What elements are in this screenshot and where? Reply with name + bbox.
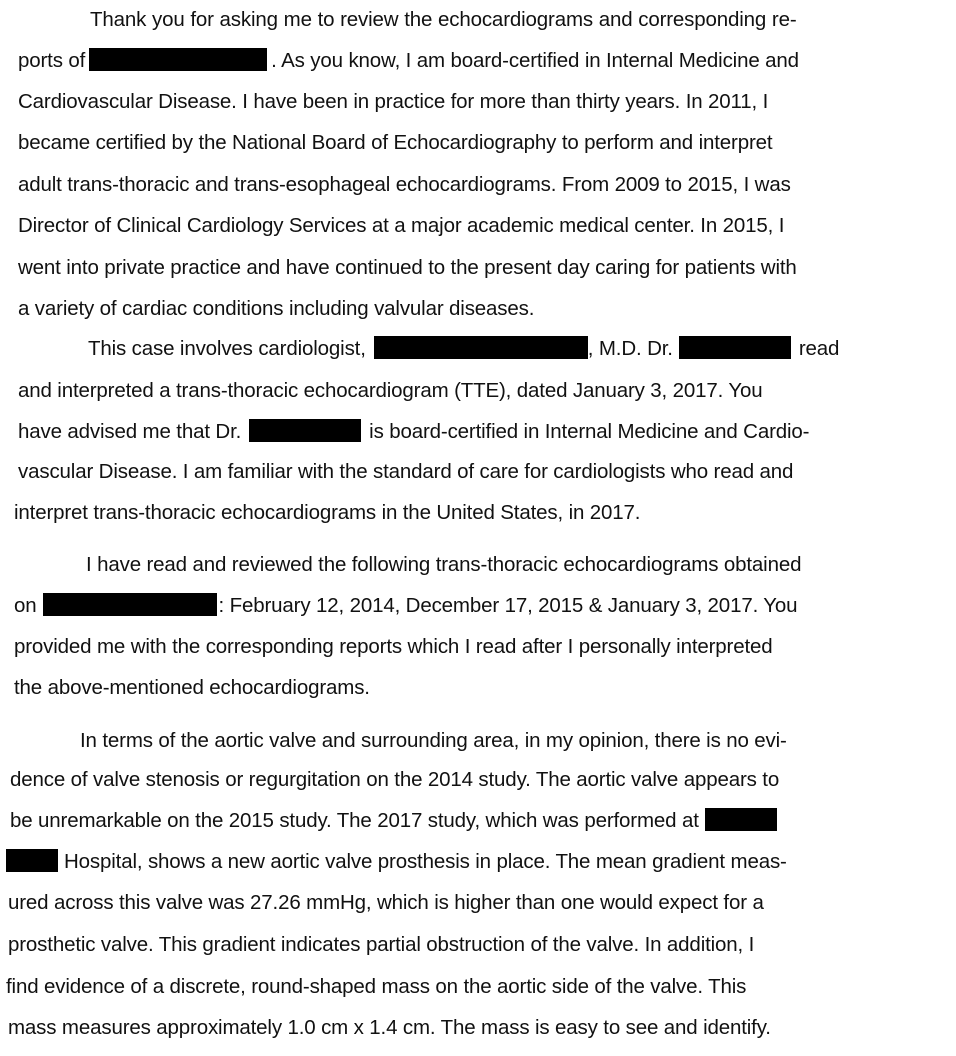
redaction-bar bbox=[43, 593, 217, 616]
text-line bbox=[6, 972, 746, 1002]
line-text: on bbox=[14, 594, 37, 617]
text-line bbox=[18, 376, 763, 406]
line-text: . As you know, I am board-certified in Internal Medicine and bbox=[271, 49, 799, 72]
line-text: vascular Disease. I am familiar with the standard of care for cardiologists who read and bbox=[18, 460, 794, 483]
redaction-bar bbox=[89, 48, 267, 71]
text-line bbox=[6, 847, 787, 877]
line-text: and interpreted a trans-thoracic echocardiogram (TTE), dated January 3, 2017. You bbox=[18, 379, 763, 402]
line-text: : February 12, 2014, December 17, 2015 & January 3, 2017. You bbox=[218, 594, 798, 617]
line-text: I have read and reviewed the following trans-thoracic echocardiograms obtained bbox=[86, 553, 802, 576]
text-line bbox=[8, 888, 764, 918]
text-line bbox=[18, 253, 797, 283]
line-text: mass measures approximately 1.0 cm x 1.4 cm. The mass is easy to see and identify. bbox=[8, 1016, 771, 1039]
text-line bbox=[18, 417, 809, 447]
text-line bbox=[8, 930, 754, 960]
line-text: went into private practice and have continued to the present day caring for patients with bbox=[18, 256, 797, 279]
line-text: Cardiovascular Disease. I have been in practice for more than thirty years. In 2011, I bbox=[18, 90, 769, 113]
text-line bbox=[14, 632, 773, 662]
text-line bbox=[14, 673, 370, 703]
line-text: have advised me that Dr. bbox=[18, 420, 242, 443]
line-text: Hospital, shows a new aortic valve prosthesis in place. The mean gradient meas- bbox=[64, 850, 787, 873]
text-line bbox=[86, 550, 801, 580]
redaction-bar bbox=[679, 336, 791, 359]
text-line bbox=[18, 46, 799, 76]
redaction-bar bbox=[6, 849, 58, 872]
line-text: ports of bbox=[18, 49, 86, 72]
redaction-bar bbox=[249, 419, 361, 442]
text-line bbox=[8, 1013, 771, 1043]
line-text: ured across this valve was 27.26 mmHg, which is higher than one would expect for a bbox=[8, 891, 764, 914]
line-text: Director of Clinical Cardiology Services at a major academic medical center. In 2015, I bbox=[18, 214, 785, 237]
text-line bbox=[90, 5, 797, 35]
line-text: read bbox=[798, 337, 840, 360]
line-text: provided me with the corresponding reports which I read after I personally interpreted bbox=[14, 635, 773, 658]
line-text: This case involves cardiologist, bbox=[88, 337, 366, 360]
redaction-bar bbox=[705, 808, 777, 831]
line-text: find evidence of a discrete, round-shaped mass on the aortic side of the valve. This bbox=[6, 975, 747, 998]
text-line bbox=[10, 806, 777, 836]
redaction-bar bbox=[374, 336, 588, 359]
line-text: Thank you for asking me to review the echocardiograms and corresponding re- bbox=[90, 8, 797, 31]
line-text: a variety of cardiac conditions including valvular diseases. bbox=[18, 297, 535, 320]
text-line bbox=[18, 211, 784, 241]
text-line bbox=[14, 498, 640, 528]
text-line bbox=[18, 128, 772, 158]
text-line bbox=[18, 457, 793, 487]
line-text: be unremarkable on the 2015 study. The 2017 study, which was performed at bbox=[10, 809, 699, 832]
line-text: adult trans-thoracic and trans-esophageal echocardiograms. From 2009 to 2015, I was bbox=[18, 173, 791, 196]
line-text: prosthetic valve. This gradient indicates partial obstruction of the valve. In addition, I bbox=[8, 933, 755, 956]
line-text: In terms of the aortic valve and surrounding area, in my opinion, there is no evi- bbox=[80, 729, 787, 752]
line-text: the above-mentioned echocardiograms. bbox=[14, 676, 370, 699]
line-text: became certified by the National Board of Echocardiography to perform and interpret bbox=[18, 131, 773, 154]
text-line bbox=[80, 726, 787, 756]
line-text: is board-certified in Internal Medicine and Cardio- bbox=[369, 420, 810, 443]
text-line bbox=[18, 170, 791, 200]
text-line bbox=[18, 294, 534, 324]
line-text: dence of valve stenosis or regurgitation on the 2014 study. The aortic valve appears to bbox=[10, 768, 780, 791]
text-line bbox=[88, 334, 839, 364]
text-line bbox=[14, 591, 797, 621]
text-line bbox=[18, 87, 768, 117]
line-text: interpret trans-thoracic echocardiograms in the United States, in 2017. bbox=[14, 501, 641, 524]
line-text: , M.D. Dr. bbox=[587, 337, 673, 360]
text-line bbox=[10, 765, 779, 795]
